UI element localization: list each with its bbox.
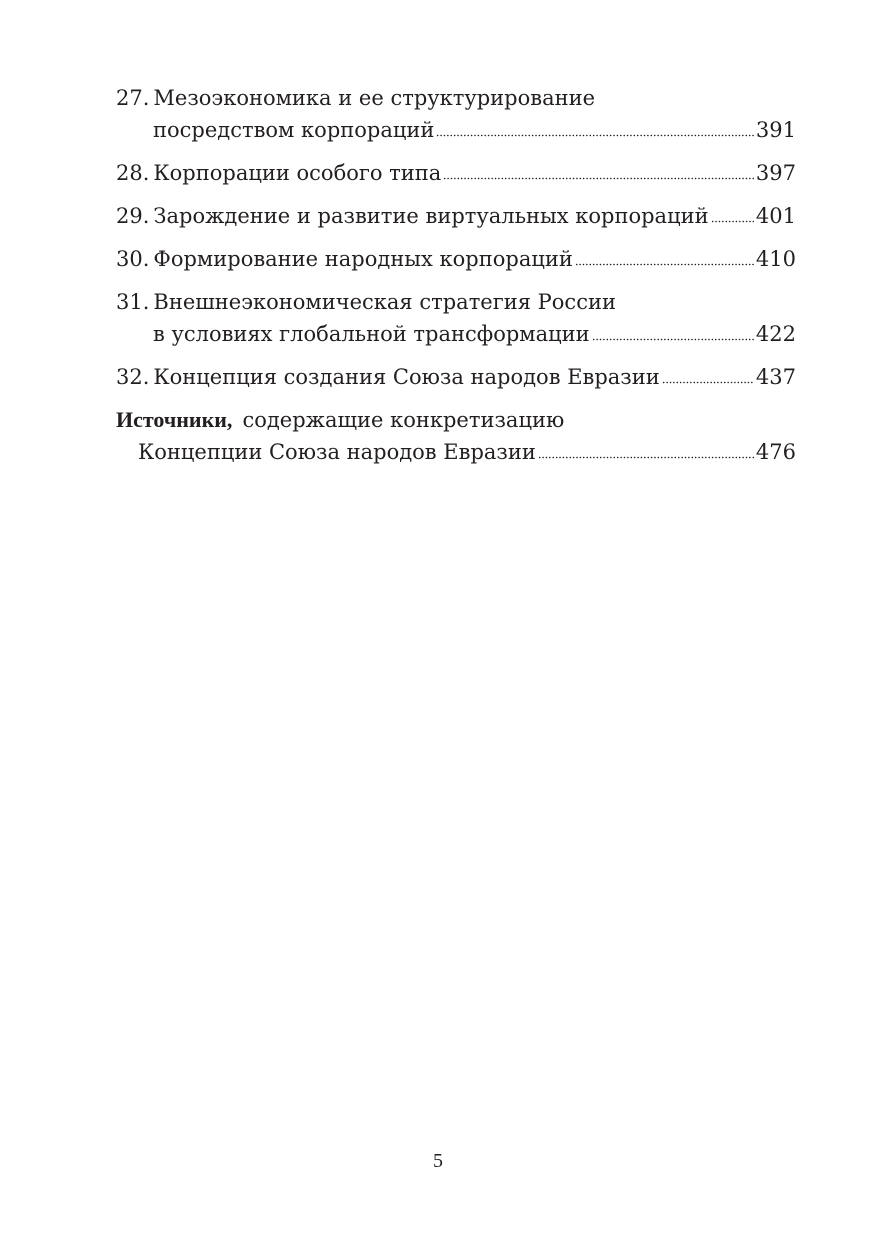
toc-entry-sources[interactable] xyxy=(116,404,796,468)
toc-entry-line xyxy=(116,243,796,275)
toc-entry-page: 397 xyxy=(755,161,796,185)
toc-entry-title-continuation: Концепции Союза народов Евразии xyxy=(138,440,536,464)
toc-entry-page: 401 xyxy=(755,204,796,228)
dot-leader xyxy=(538,454,754,459)
toc-entry-line xyxy=(116,361,796,393)
dot-leader xyxy=(436,132,754,137)
toc-entry-page: 476 xyxy=(755,440,796,464)
toc-entry-title: Концепция создания Союза народов Евразии xyxy=(153,365,660,389)
page-number: 5 xyxy=(433,1150,443,1172)
toc-entry-29[interactable] xyxy=(116,200,796,232)
dot-leader xyxy=(592,336,754,341)
toc-entry-title-continuation: в условиях глобальной трансформации xyxy=(153,322,590,346)
toc-entry-27[interactable] xyxy=(116,82,796,146)
toc-entry-page: 437 xyxy=(755,365,796,389)
table-of-contents xyxy=(116,82,796,468)
toc-entry-line xyxy=(116,82,796,114)
toc-entry-line xyxy=(116,436,796,468)
toc-entry-32[interactable] xyxy=(116,361,796,393)
toc-entry-number: 27. xyxy=(116,86,150,110)
dot-leader xyxy=(662,379,754,384)
toc-entry-line xyxy=(116,286,796,318)
toc-entry-line xyxy=(116,318,796,350)
dot-leader xyxy=(711,218,754,223)
dot-leader xyxy=(575,261,754,266)
toc-entry-number: 29. xyxy=(116,204,150,228)
toc-entry-title: Мезоэкономика и ее структурирование xyxy=(153,86,596,110)
toc-entry-line xyxy=(116,114,796,146)
toc-entry-number: 30. xyxy=(116,247,150,271)
toc-entry-page: 391 xyxy=(755,118,796,142)
toc-entry-title: содержащие конкретизацию xyxy=(242,408,565,432)
toc-entry-page: 422 xyxy=(755,322,796,346)
toc-entry-number: 32. xyxy=(116,365,150,389)
toc-entry-page: 410 xyxy=(755,247,796,271)
toc-entry-30[interactable] xyxy=(116,243,796,275)
toc-entry-title: Внешнеэкономическая стратегия России xyxy=(153,290,616,314)
toc-entry-title-continuation: посредством корпораций xyxy=(153,118,435,142)
toc-entry-title: Зарождение и развитие виртуальных корпораций xyxy=(153,204,709,228)
toc-entry-title: Корпорации особого типа xyxy=(153,161,442,185)
toc-entry-31[interactable] xyxy=(116,286,796,350)
toc-entry-number: 28. xyxy=(116,161,150,185)
toc-entry-number: 31. xyxy=(116,290,150,314)
toc-entry-line xyxy=(116,404,796,436)
toc-entry-title: Формирование народных корпораций xyxy=(153,247,573,271)
toc-entry-line xyxy=(116,200,796,232)
dot-leader xyxy=(443,175,754,180)
toc-entry-28[interactable] xyxy=(116,157,796,189)
toc-entry-bold-label: Источники, xyxy=(116,407,233,432)
toc-entry-line xyxy=(116,157,796,189)
